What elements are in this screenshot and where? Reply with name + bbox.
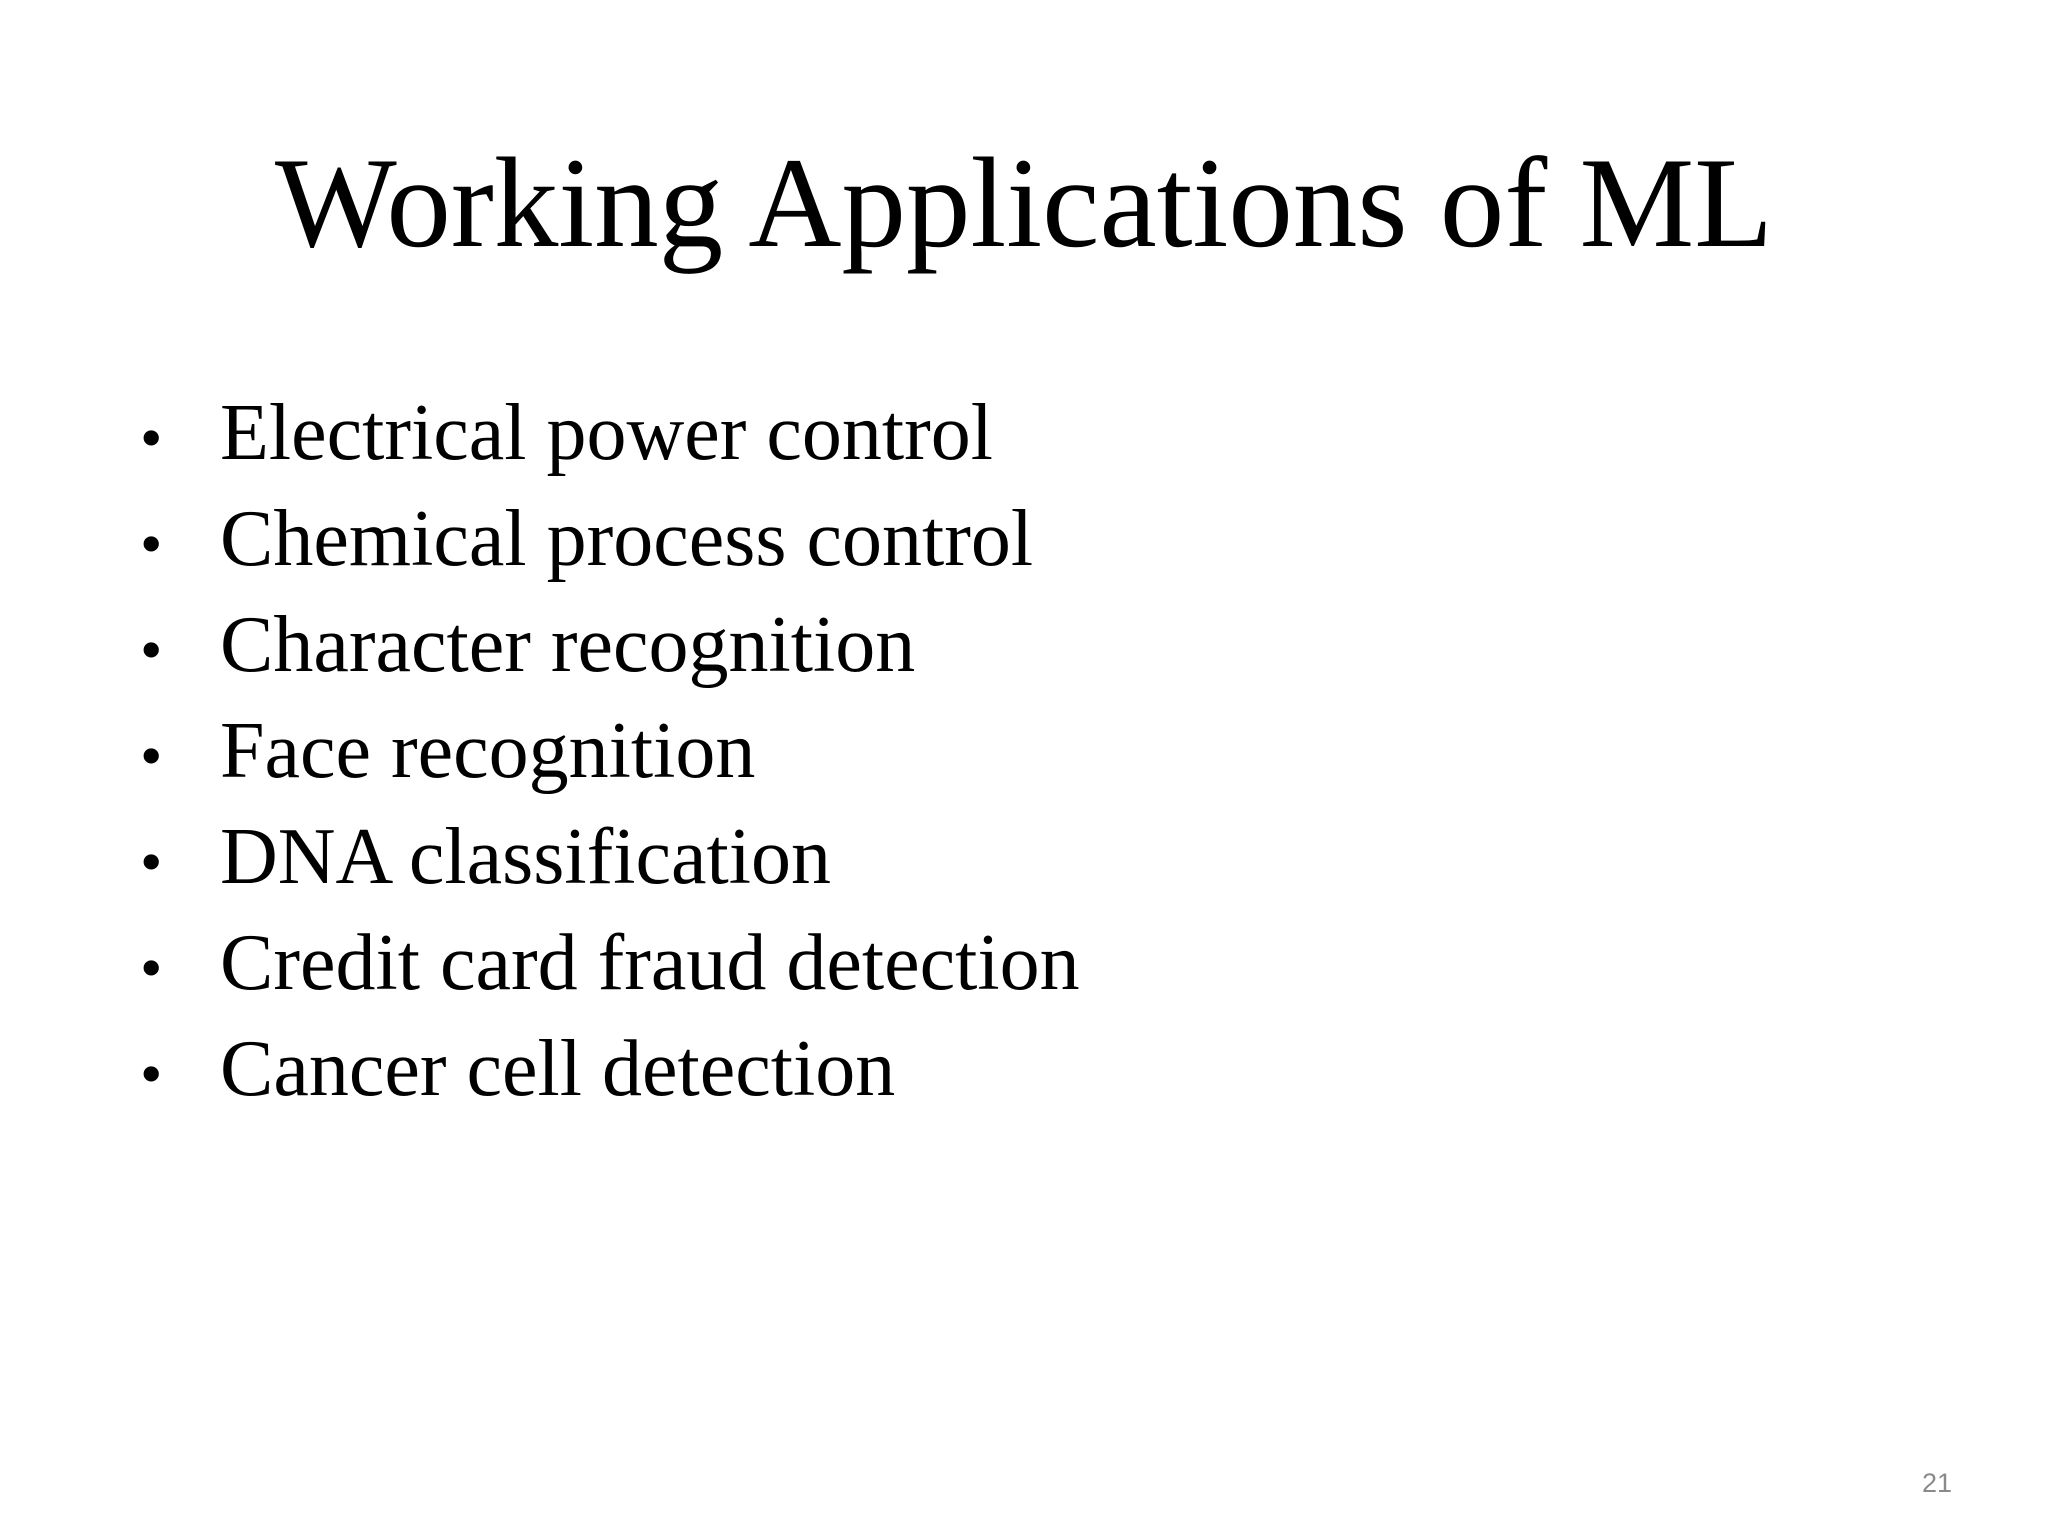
- bullet-icon: •: [140, 932, 163, 1003]
- bullet-icon: •: [140, 720, 163, 791]
- slide-title: Working Applications of ML: [274, 131, 1774, 274]
- list-item-text: Electrical power control: [220, 389, 993, 477]
- list-item-text: DNA classification: [220, 813, 831, 901]
- bullet-icon: •: [140, 508, 163, 579]
- list-item: [140, 910, 1080, 1016]
- list-item: [140, 486, 1080, 592]
- bullet-list: [140, 380, 1080, 1122]
- list-item-text: Cancer cell detection: [220, 1025, 896, 1113]
- bullet-icon: •: [140, 826, 163, 897]
- list-item-text: Chemical process control: [220, 495, 1034, 583]
- list-item-text: Credit card fraud detection: [220, 919, 1080, 1007]
- page-number: 21: [1921, 1468, 1952, 1498]
- bullet-icon: •: [140, 402, 163, 473]
- list-item: [140, 1016, 1080, 1122]
- list-item-text: Character recognition: [220, 601, 916, 689]
- bullet-icon: •: [140, 614, 163, 685]
- list-item: [140, 804, 1080, 910]
- list-item: [140, 380, 1080, 486]
- list-item-text: Face recognition: [220, 707, 756, 795]
- list-item: [140, 698, 1080, 804]
- list-item: [140, 592, 1080, 698]
- bullet-icon: •: [140, 1038, 163, 1109]
